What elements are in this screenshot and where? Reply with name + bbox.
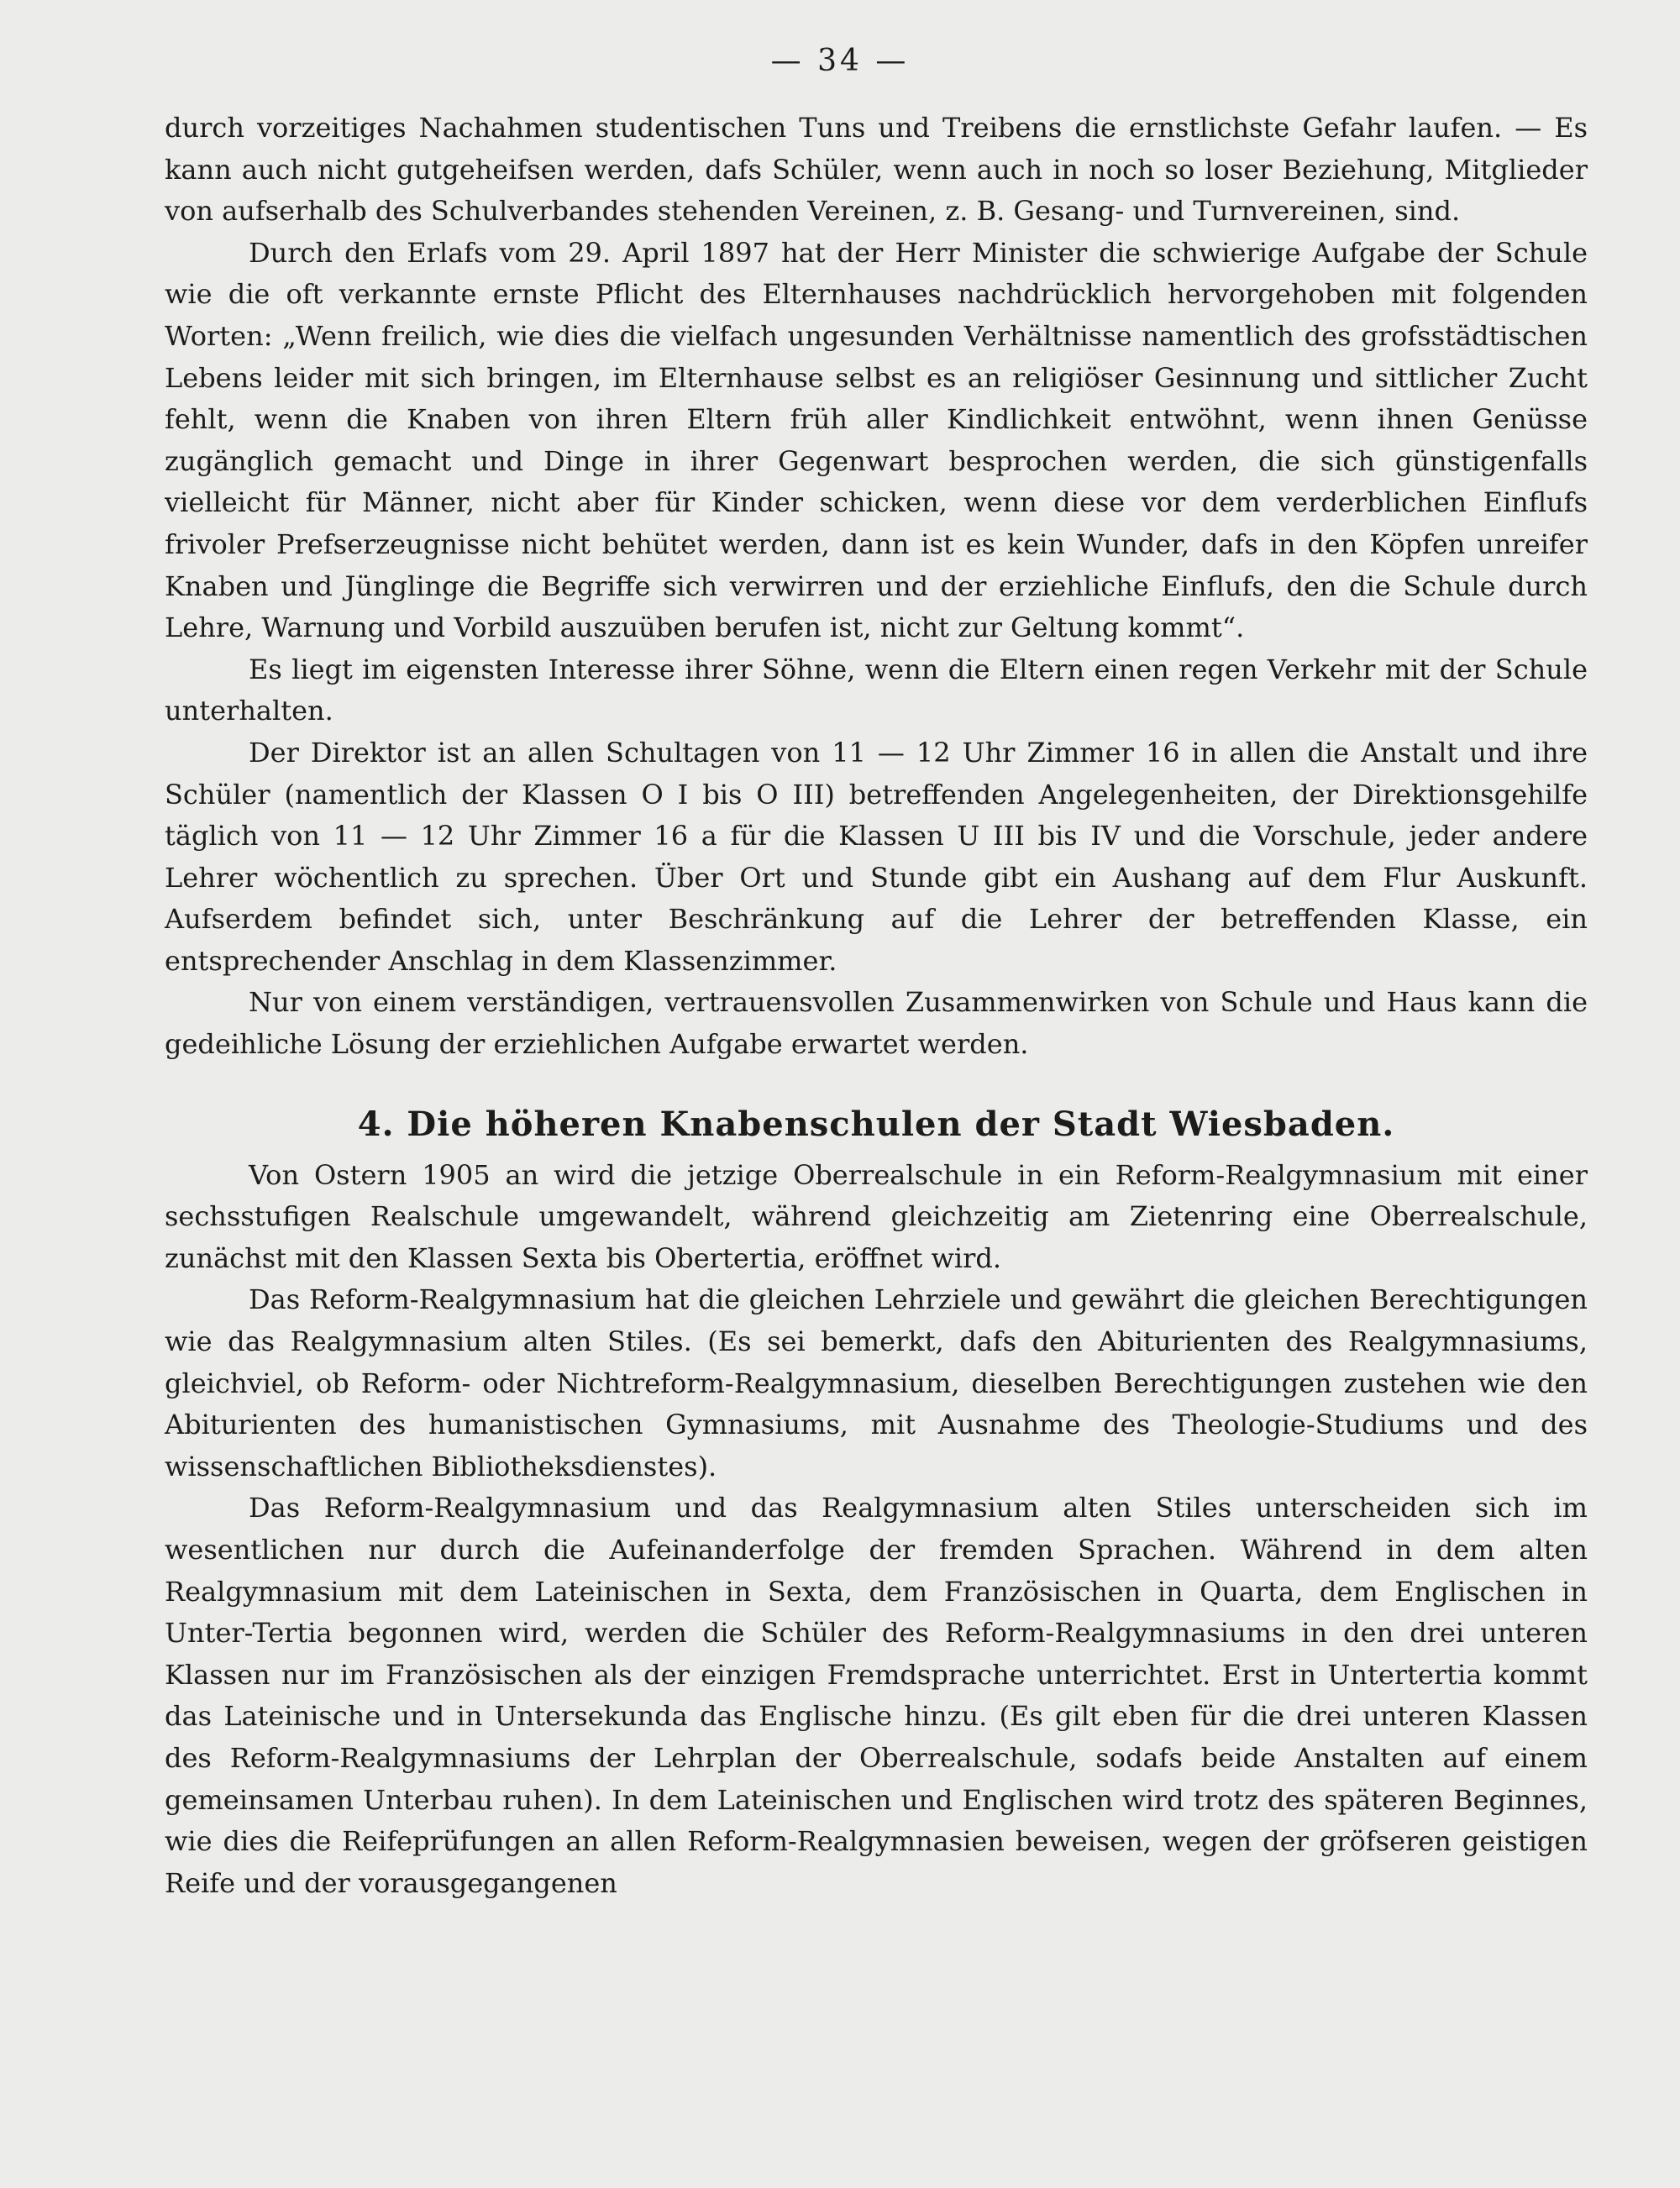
paragraph-reform-intro: Von Ostern 1905 an wird die jetzige Oberrealschule in ein Reform-Realgymnasium mit einer sechsstufigen Realschule umgewandelt, während gleichzeitig am Zietenring eine Oberrealschule, zunächst mit den Klassen Sexta bis Obertertia, eröffnet wird.: [165, 1158, 1588, 1274]
paragraph-office-hours: Der Direktor ist an allen Schultagen von 11 — 12 Uhr Zimmer 16 in allen die Anstalt und ihre Schüler (namentlich der Klassen O I bis O III) betreffenden Angelegenheiten, der Direktionsgehilfe täglich von 11 — 12 Uhr Zimmer 16 a für die Klassen U III bis IV und die Vorschule, jeder andere Lehrer wöchentlich zu sprechen. Über Ort und Stunde gibt ein Aushang auf dem Flur Auskunft. Aufserdem befindet sich, unter Beschränkung auf die Lehrer der betreffenden Klasse, ein entsprechender Anschlag in dem Klassenzimmer.: [165, 736, 1588, 977]
paragraph-continuation: durch vorzeitiges Nachahmen studentischen Tuns und Treibens die ernstlichste Gefahr laufen. — Es kann auch nicht gutgeheifsen werden, dafs Schüler, wenn auch in noch so loser Beziehung, Mitglieder von aufserhalb des Schulverbandes stehenden Vereinen, z. B. Gesang- und Turnvereinen, sind.: [165, 112, 1588, 228]
paragraph-cooperation: Nur von einem verständigen, vertrauensvollen Zusammenwirken von Schule und Haus kann die gedeihliche Lösung der erziehlichen Aufgabe erwartet werden.: [165, 986, 1588, 1061]
section-heading: 4. Die höheren Knabenschulen der Stadt Wiesbaden.: [357, 1104, 1395, 1144]
paragraph-language-sequence: Das Reform-Realgymnasium und das Realgymnasium alten Stiles unterscheiden sich im wesentlichen nur durch die Aufeinanderfolge der fremden Sprachen. Während in dem alten Realgymnasium mit dem Lateinischen in Sexta, dem Französischen in Quarta, dem Englischen in Unter-Tertia begonnen wird, werden die Schüler des Reform-Realgymnasiums in den drei unteren Klassen nur im Französischen als der einzigen Fremdsprache unterrichtet. Erst in Untertertia kommt das Lateinische und in Untersekunda das Englische hinzu. (Es gilt eben für die drei unteren Klassen des Reform-Realgymnasiums der Lehrplan der Oberrealschule, sodafs beide Anstalten auf einem gemeinsamen Unterbau ruhen). In dem Lateinischen und Englischen wird trotz des späteren Beginnes, wie dies die Reifeprüfungen an allen Reform-Realgymnasien beweisen, wegen der gröfseren geistigen Reife und der vorausgegangenen: [165, 1492, 1588, 1899]
paragraph-reform-qualifications: Das Reform-Realgymnasium hat die gleichen Lehrziele und gewährt die gleichen Berechtigungen wie das Realgymnasium alten Stiles. (Es sei bemerkt, dafs den Abiturienten des Realgymnasiums, gleichviel, ob Reform- oder Nichtreform-Realgymnasium, dieselben Berechtigungen zustehen wie den Abiturienten des humanistischen Gymnasiums, mit Ausnahme des Theologie-Studiums und des wissenschaftlichen Bibliotheksdienstes).: [165, 1283, 1588, 1482]
body-text: [165, 108, 1588, 1904]
page-number: — 34 —: [770, 44, 910, 78]
paragraph-parents-contact: Es liegt im eigensten Interesse ihrer Söhne, wenn die Eltern einen regen Verkehr mit der Schule unterhalten.: [165, 653, 1588, 727]
paragraph-ministerial-decree: Durch den Erlafs vom 29. April 1897 hat der Herr Minister die schwierige Aufgabe der Schule wie die oft verkannte ernste Pflicht des Elternhauses nachdrücklich hervorgehoben mit folgenden Worten: „Wenn freilich, wie dies die vielfach ungesunden Verhältnisse namentlich des grofsstädtischen Lebens leider mit sich bringen, im Elternhause selbst es an religiöser Gesinnung und sittlicher Zucht fehlt, wenn die Knaben von ihren Eltern früh aller Kindlichkeit entwöhnt, wenn ihnen Genüsse zugänglich gemacht und Dinge in ihrer Gegenwart besprochen werden, die sich günstigenfalls vielleicht für Männer, nicht aber für Kinder schicken, wenn diese vor dem verderblichen Einflufs frivoler Prefserzeugnisse nicht behütet werden, dann ist es kein Wunder, dafs in den Köpfen unreifer Knaben und Jünglinge die Begriffe sich verwirren und der erziehliche Einflufs, den die Schule durch Lehre, Warnung und Vorbild auszuüben berufen ist, nicht zur Geltung kommt“.: [165, 236, 1588, 644]
